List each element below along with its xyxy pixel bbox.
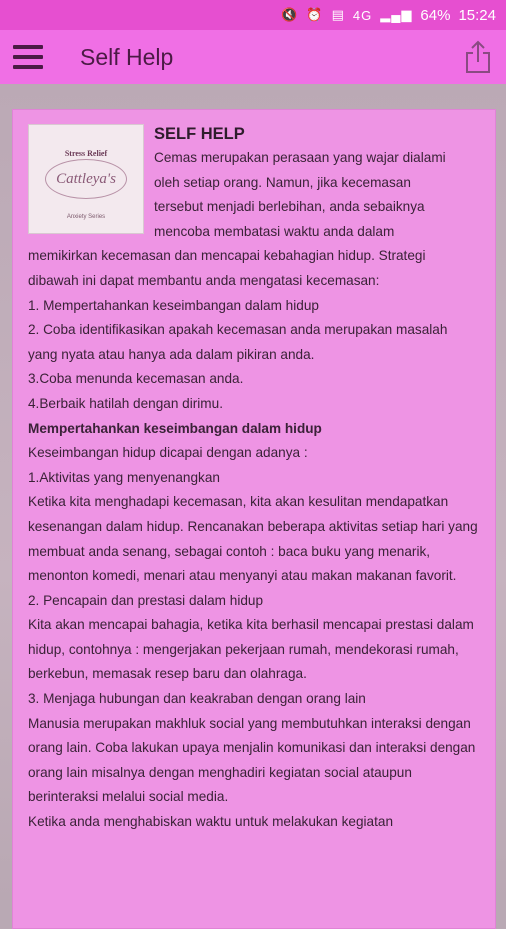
image-top-text: Stress Relief	[64, 149, 108, 158]
intro-line: mencoba membatasi waktu anda dalam	[154, 223, 395, 239]
body-paragraph: Ketika kita menghadapi kecemasan, kita akan kesulitan mendapatkan kesenangan dalam hidup. Rencanakan beberapa aktivitas setiap hari yang membuat anda senang, sebagai contoh : baca buku yang menarik, menonton komedi, menari atau menyanyi atau makan makanan favorit.	[28, 494, 478, 584]
signal-icon: ▂▄▆	[380, 7, 413, 22]
share-icon	[464, 40, 492, 74]
body-paragraph: Ketika anda menghabiskan waktu untuk melakukan kegiatan	[28, 814, 394, 830]
section-heading: Mempertahankan keseimbangan dalam hidup	[28, 420, 322, 436]
intro-line: oleh setiap orang. Namun, jika kecemasan	[154, 174, 411, 190]
intro-paragraph: memikirkan kecemasan dan mencapai kebahagian hidup. Strategi dibawah ini dapat membantu anda mengatasi kecemasan:	[28, 248, 426, 288]
battery-level: 64%	[420, 6, 451, 24]
strategy-item: 2. Coba identifikasikan apakah kecemasan anda merupakan masalah yang nyata atau hanya ada dalam pikiran anda.	[28, 322, 448, 362]
article-title: SELF HELP	[154, 125, 245, 143]
image-logo-text: Cattleya's	[56, 170, 116, 187]
body-paragraph: 3. Menjaga hubungan dan keakraban dengan orang lain	[28, 691, 366, 707]
menu-button[interactable]	[0, 30, 56, 84]
mute-icon: 🔇	[281, 7, 299, 22]
article-image	[28, 124, 144, 234]
strategy-item: 1. Mempertahankan keseimbangan dalam hidup	[28, 297, 319, 313]
share-button[interactable]	[458, 36, 498, 78]
page-title: Self Help	[80, 43, 174, 70]
strategy-item: 4.Berbaik hatilah dengan dirimu.	[28, 395, 223, 411]
body-paragraph: Keseimbangan hidup dicapai dengan adanya :	[28, 445, 308, 461]
network-label: 4G	[352, 7, 373, 23]
hamburger-menu-icon	[13, 45, 43, 69]
image-logo-oval	[45, 159, 127, 199]
image-bottom-text: Anxiety Series	[66, 214, 106, 220]
app-bar	[0, 30, 506, 84]
strategy-item: 3.Coba menunda kecemasan anda.	[28, 371, 244, 387]
body-paragraph: Manusia merupakan makhluk social yang membutuhkan interaksi dengan orang lain. Coba lakukan upaya menjalin komunikasi dan interaksi dengan orang lain misalnya dengan menghadiri kegiatan social ataupun berinteraksi melalui social media.	[28, 715, 476, 805]
article-card[interactable]	[12, 109, 496, 929]
body-paragraph: 2. Pencapain dan prestasi dalam hidup	[28, 592, 264, 608]
volte-icon: ▤	[331, 7, 345, 22]
body-paragraph: 1.Aktivitas yang menyenangkan	[28, 469, 220, 485]
status-bar	[0, 0, 506, 30]
intro-line: tersebut menjadi berlebihan, anda sebaiknya	[154, 199, 425, 215]
intro-line: Cemas merupakan perasaan yang wajar dialami	[154, 150, 446, 165]
body-paragraph: Kita akan mencapai bahagia, ketika kita berhasil mencapai prestasi dalam hidup, contohnya : mengerjakan pekerjaan rumah, mendekorasi rumah, berkebun, memasak resep baru dan olahraga.	[28, 617, 474, 682]
alarm-icon: ⏰	[306, 7, 324, 22]
clock: 15:24	[458, 6, 496, 24]
